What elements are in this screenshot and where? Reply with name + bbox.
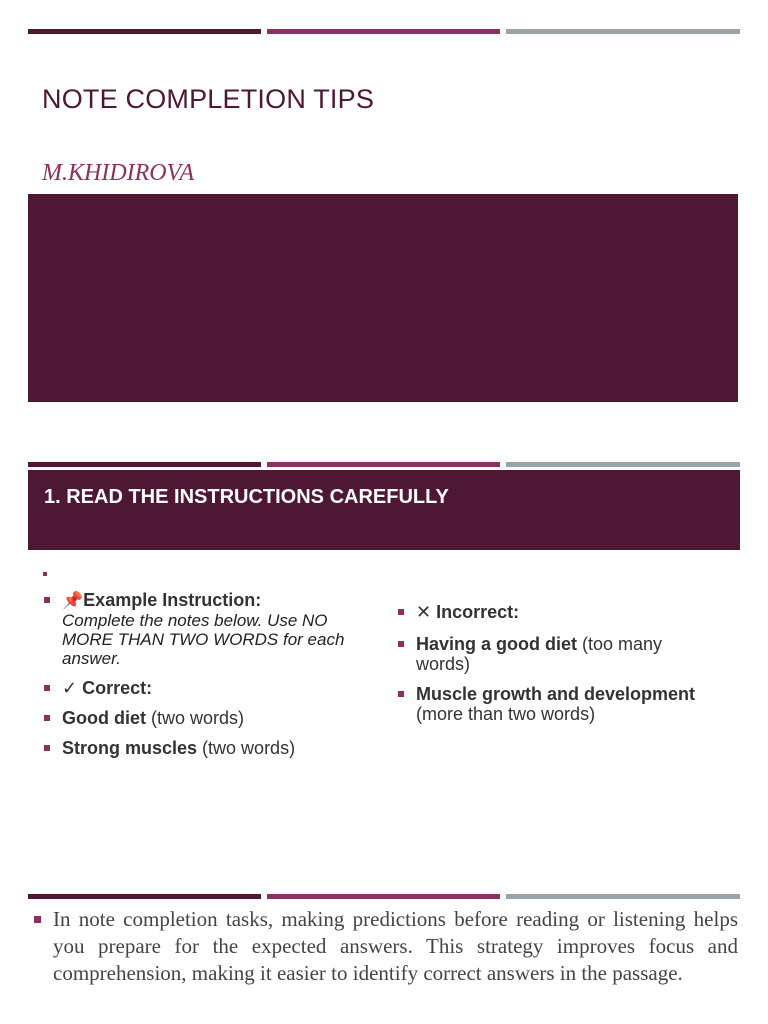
section-heading: 1. READ THE INSTRUCTIONS CAREFULLY: [44, 486, 449, 508]
right-column: [396, 602, 716, 724]
bullet-square: [44, 745, 50, 751]
bullet-square: [398, 609, 404, 615]
bullet-square: [398, 691, 404, 697]
top-accent-bars: [28, 29, 740, 35]
bullet-square: [44, 715, 50, 721]
section-accent-bars: [28, 462, 740, 468]
incorrect-label: Incorrect:: [436, 602, 520, 622]
check-icon: ✓: [62, 678, 78, 698]
accent-bar-magenta: [267, 462, 500, 467]
left-column: [42, 566, 372, 758]
accent-bar-plum: [28, 29, 261, 34]
list-item: Having a good diet (too many words): [396, 634, 716, 674]
list-item: Good diet (two words): [42, 708, 372, 728]
correct-label: Correct:: [82, 678, 153, 698]
accent-bar-plum: [28, 462, 261, 467]
bullet-square: [44, 685, 50, 691]
example-instruction-text: Complete the notes below. Use NO MORE THAN TWO WORDS for each answer.: [62, 611, 345, 668]
title-banner: [28, 194, 738, 402]
section-header: [28, 470, 740, 550]
bottom-accent-bars: [28, 894, 740, 900]
prediction-paragraph: In note completion tasks, making predictions before reading or listening helps you prepare for the expected answers. This strategy improves focus and comprehension, making it easier to identify correct answers in the passage.: [53, 907, 738, 985]
cross-icon: ✕: [416, 602, 432, 622]
bullet-square: [398, 641, 404, 647]
accent-bar-gray: [506, 462, 740, 467]
pushpin-icon: 📌: [62, 591, 84, 610]
bullet-square: [34, 916, 41, 923]
prediction-paragraph-item: [34, 906, 738, 987]
bullet-square: [44, 597, 50, 603]
accent-bar-gray: [506, 29, 740, 34]
example-instruction-item: [42, 590, 372, 668]
incorrect-item: [396, 602, 716, 622]
example-label: Example Instruction:: [83, 590, 262, 610]
accent-bar-magenta: [267, 894, 500, 899]
list-item: Muscle growth and development (more than two words): [396, 684, 716, 724]
accent-bar-magenta: [267, 29, 500, 34]
slide-title: NOTE COMPLETION TIPS: [42, 84, 375, 114]
correct-item: [42, 678, 372, 698]
accent-bar-plum: [28, 894, 261, 899]
accent-bar-gray: [506, 894, 740, 899]
slide-author: M.KHIDIROVA: [42, 160, 195, 186]
list-item: Strong muscles (two words): [42, 738, 372, 758]
